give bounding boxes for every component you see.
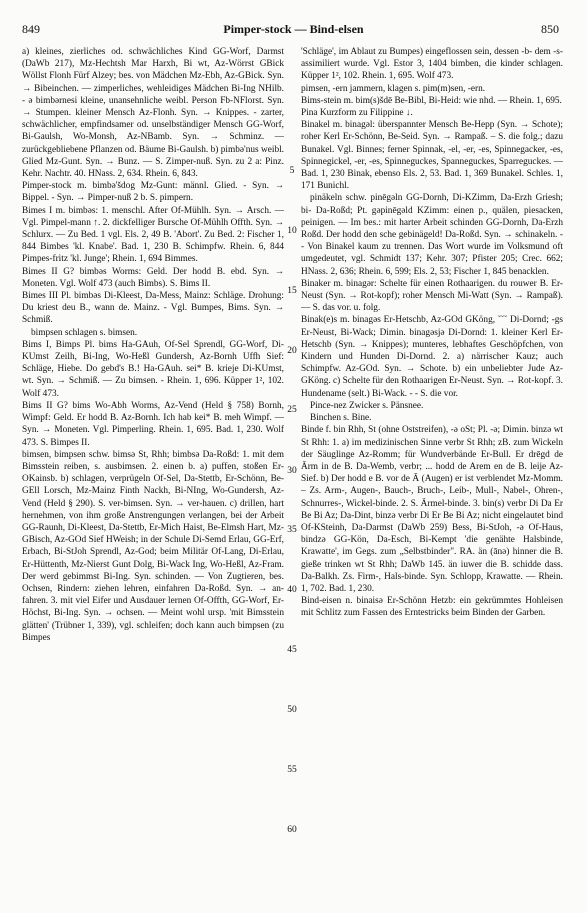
entry-text: Binaker m. binagər: Schelte für einen Rothaarigen. du rouwer B. Er-Neust (Syn. → Rot-kopf); roher Mensch Mi-Watt (Syn. → Rampaß). — S. das vor. u. folg. (301, 278, 563, 314)
entry-text: Binakel m. binagəl: überspannter Mensch Be-Hepp (Syn. → Schote); roher Kerl Er-Schönn, Be-Seid. Syn. → Rampaß. – S. die folg.; dazu Bunakel. Vgl. Binnes; ferner Spinnak, -el, -er, -es, Spinnegacker, -es, Spinnegickel, -er, -es, Spinneguckes, Spanneguckes, Sparreguckes. — Bad. 1, 230 Binak, ebenso Els. 2, 53. Bad. 1, 369 Bunakel. Schles. 1, 171 Bunichl. (301, 120, 563, 192)
entry-text: Bims II G? bims Wo-Abh Worms, Az-Vend (Held § 758) Bornh, Wimpf: Geld. Er hodd B. Az-Bornh. Ich hab kei* B. meh Wimpf. — Syn. → Moneten. Vgl. Pimperling. Rhein. 1, 695. Bad. 1, 230. Wolf 473. S. Bimpes II. (22, 400, 284, 448)
line-number: 50 (287, 705, 297, 715)
entry-text: pimsen, -ern jammern, klagen s. pim(m)sen, -ern. (301, 83, 486, 94)
running-title: Pimper-stock — Bind-elsen (223, 22, 364, 36)
line-number: 5 (289, 166, 295, 176)
entry-text: Bimes II G? bimbəs Worms: Geld. Der hodd B. ebd. Syn. → Moneten. Vgl. Wolf 473 (auch Bimbs). S. Bims II. (22, 266, 284, 289)
page-number-left: 849 (22, 22, 40, 36)
line-number: 60 (287, 825, 297, 835)
entry-text: Bind-eisen n. binaisə Er-Schönn Hetzb: ein gekrümmtes Hohleisen mit Schlitz zum Fassen des Erntestricks beim Binden der Garben. (301, 596, 563, 619)
line-number: 20 (287, 346, 297, 356)
line-number: 35 (287, 525, 297, 535)
entry-text: Pina Kurzform zu Filippine ↓. (301, 108, 413, 119)
entry-text: 'Schläge', im Ablaut zu Bumpes) eingeflossen sein, dessen -b- dem -s- assimiliert wurde. Vgl. Estor 3, 1404 bimben, die kinder schlagen. Küpper 1², 102. Rhein. 1, 695. Wolf 473. (301, 47, 563, 82)
entry-text: Binak(e)s m. binagəs Er-Hetschb, Az-GOd GKöng, ˘˘˘ Di-Dornd; -gs Er-Neust, Bi-Wack; Dimin. binagəsjə Di-Dornd: 1. kleiner Kerl Er-Hetschb (Syn. → Knippes); munteres, lebhaftes Geschöpfchen, von Kindern und Hunden Di-Dornd. 2. a) närrischer Kauz; auch Schimpfw. Az-GOd. Syn. → Schote. b) ein unbeliebter Jude Az-GKöng. c) Schelte für den Rothaarigen Er-Neust. Syn. → Rot-kopf. 3. Hundename (selt.) Bi-Wack. - - S. die vor. (301, 315, 563, 399)
line-number: 40 (287, 585, 297, 595)
line-number: 45 (287, 645, 297, 655)
line-number: 10 (287, 226, 297, 236)
line-number: 30 (287, 466, 297, 476)
line-number: 55 (287, 765, 297, 775)
entry-text: Binchen s. Bine. (310, 413, 372, 424)
line-number: 15 (287, 286, 297, 296)
entry-text: Bims-stein m. bim(s)šdē Be-Bibl, Bi-Heid: wie nhd. — Rhein. 1, 695. (301, 95, 562, 106)
page-header (0, 22, 587, 38)
entry-text: bimpsen schlagen s. bimsen. (31, 327, 138, 338)
left-column (22, 46, 284, 904)
page-number-right: 850 (541, 22, 559, 36)
entry-text: Bims I, Bimps Pl. bims Ha-GAuh, Of-Sel Sprendl, GG-Worf, Di-KUmst Zeilh, Bi-Ing, Wo-Heßl Gundersh, Az-Bornh Uffh Sief: Schläge, Hiebe. Do gebd's B.! Ha-GAuh. sei* B. krieje Di-KUmst, wt. Syn. → Schmiß. — Zu bimsen. - Rhein. 1, 696. Küpper 1², 102. Wolf 473. (22, 339, 284, 399)
entry-text: pinäkeln schw. pinēgəln GG-Dornh, Di-KZimm, Da-Erzh Griesh; bi- Da-Roßd; Pt. gəpinēgəld KZimm: einen p., quälen, piesacken, peinigen. — Im bes.: mit harter Arbeit schinden GG-Dornh, Da-Erzh Roßd. Der hodd den sche gebinägeld! Da-Roßd. Syn. → schinakeln. -- Von Binakel kaum zu trennen. Das Wort wurde im Volksmund oft umgedeutet, vgl. Schmidt 137; Kehr. 307; Pfister 205; Crec. 662; HNass. 2, 636; Rhein. 6, 599; Els. 2, 53; Fischer 1, 845 benacklen. (301, 193, 563, 277)
entry-text: Binde f. bin Rhh, St (ohne Oststreifen), -ə oSt; Pl. -ə; Dimin. binzə wt St Rhh: 1. a) im medizinischen Sinne verbr St Rhh; zB. zum Wickeln der Säuglinge Az-Romm; für Wundverbände Er-Bull. Er drēgd de Ārm in de B. Da-Wemb, verbr; ... hodd de Arem en de B. leije Az-Sief. b) Der hodd e B. vor de Ā (Augen) er ist verblendet Mz-Momm. – Zs. Arm-, Augen-, Bauch-, Bruch-, Leib-, Mull-, Nabel-, Ohren-, Schnurres-, Wickel-binde. 2. S. Ärmel-binde. 3. bin(s) verbr Di Da Er Be Bi Az; Da-Dint, binzə verbr Di Er Be Bi Az; nicht eingelautet bind Of-KSteinh, Da-Darmst (DaWb 259) Bess, Bi-StJoh, -ə Of-Haus, bindzə GG-Kön, Da-Esch, Bi-Kempt 'die genähte Halsbinde, Krawatte', im Gegs. zum „Selbstbinder". RA. än (ānə) hinner die B. gieße trinken wt St Rhh; DaWb 145. än iuwer die B. schidde dass. Da-Balkh. Zs. Firm-, Hals-binde. Syn. Schlopp, Krawatte. — Rhein. 1, 702. Bad. 1, 230. (301, 425, 563, 594)
entry-text: Pince-nez Zwicker s. Pänsnee. (310, 400, 424, 411)
line-number: 25 (287, 405, 297, 415)
entry-text: Bimes III Pl. bimbəs Di-Kleest, Da-Mess, Mainz: Schläge. Drohung: Du kriest deu B., wann de. Mainz. - Vgl. Bumpes, Bims. Syn. → Schmiß. (22, 291, 284, 326)
entry-text: a) kleines, zierliches od. schwächliches Kind GG-Worf, Darmst (DaWb 217), Mz-Hechtsh Mar Harxh, Bi wt, Az-Wörrst GBick Wöllst Flonh Fürf Alzey; bes. von Mädchen Mz-Ebh, Az-GBick. Syn. → Bibeinchen. — zimperliches, wehleidiges Mädchen Bi-Ing NHilb. - ə bimbərnesi kleine, unansehnliche weibl. Person Fb-NFlorst. Syn. → Stumpen. kleiner Mensch Az-Flonh. Syn. → Knippes. - zarter, schwächlicher, empfindsamer od. unselbständiger Mensch GG-Worf, Bi-Gaulsh, Wo-Monsh, Az-NBamb. Syn. → Schminz. — zurückgebliebene Pflanzen od. Bäume Bi-Gaulsh. b) pimbə'nus weibl. Glied Mz-Gunt. Syn. → Bunz. — S. Zimper-nuß. Syn. zu 2 a: Pinz. Kehr. Nachtr. 40. HNass. 2, 634. Rhein. 6, 843. (22, 47, 284, 180)
entry-text: Pimper-stock m. bimbə'šdog Mz-Gunt: männl. Glied. - Syn. → Bippel. - Syn. → Pimper-nuß 2 b. S. pimpern. (22, 181, 284, 204)
right-column (301, 46, 563, 904)
entry-text: bimsen, bimpsen schw. bimsə St, Rhh; bimbsə Da-Roßd: 1. mit dem Bimsstein reiben, s. ausbimsen. 2. einen b. a) puffen, stoßen Er-OKainsb. b) schlagen, verprügeln Of-Sel, Da-Stettb, Er-Schönn, Be-GEll Lorsch, Mz-Mainz Finth Nackh, Bi-NIng, Wo-Gundersh, Az-Vend (Held § 290). S. ver-bimsen. Syn. → ver-hauen. c) drillen, hart hernehmen, von ihm große Anstrengungen verlangen, bei der Arbeit GG-Raunh, Di-Kleest, Da-Stettb, Er-Mich Haist, Be-Elmsh Hart, Mz-GBisch, Az-GOd Sief HWeish; in der Schule Di-Semd Erlau, GG-Erf, Erbach, Bi-StJoh Sprendl, Az-God; beim Militär Of-Lang, Di-Erlau, Er-Hüttenth, Mz-Nierst Gunt Dolg, Bi-Wack Ing, Wo-Heßl, Az-Fram. Der werd gebimmst Bi-Ing. Syn. schinden. — Von Zugtieren, bes. Ochsen, Rindern: ziehen lehren, einfahren Da-Roßd. Syn. → an-fahren. 3. mit viel Eifer und Ausdauer lernen Of-Offth, GG-Worf, Er-Höchst, Bi-Ing. Syn. → ochsen. — Meint wohl ursp. 'mit Bimsstein glätten' (Trübner 1, 339), vgl. schleifen; doch kann auch bimpsen (zu Bimpes (22, 449, 284, 643)
entry-text: Bimes I m. bimbəs: 1. menschl. After Of-Mühlh. Syn. → Arsch. — Vgl. Pimpel-mann ↑. 2. dickfelliger Bursche Of-Mühlh Offth. Syn. → Schlurx. — Zu Bed. 1 vgl. Els. 2, 49 B. 'Abort'. Zu Bed. 2: Fischer 1, 844 Bimbes 'kl. Knabe'. Bad. 1, 230 B. Schimpfw. Rhein. 6, 844 Pimpes-fritz 'kl. Junge'; Rhein. 1, 694 Bimmes. (22, 205, 284, 265)
